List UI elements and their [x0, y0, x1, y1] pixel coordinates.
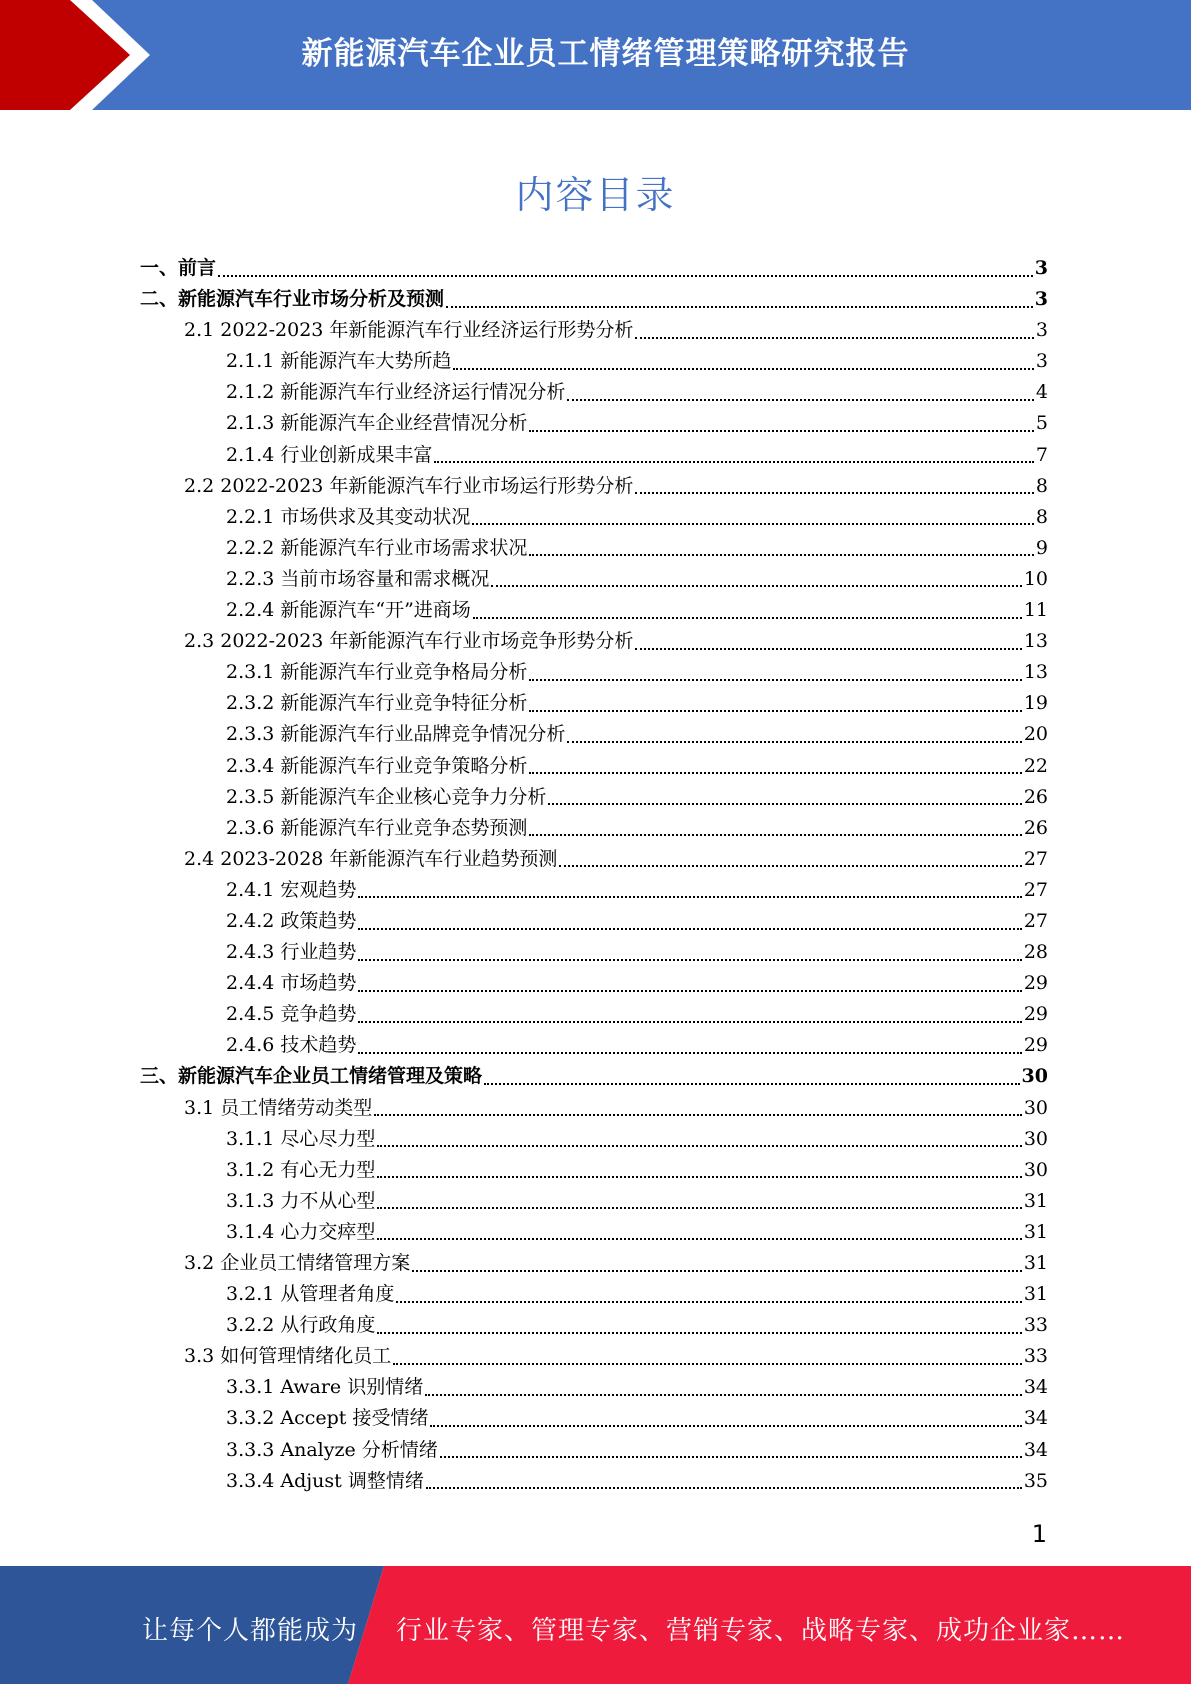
toc-entry[interactable] — [140, 1372, 1048, 1403]
toc-entry-page: 29 — [1023, 972, 1048, 995]
toc-dot-leader — [484, 1083, 1020, 1085]
toc-entry-page: 31 — [1023, 1189, 1048, 1212]
toc-entry[interactable] — [140, 1403, 1048, 1434]
toc-entry-page: 30 — [1023, 1096, 1048, 1119]
toc-dot-leader — [472, 523, 1034, 525]
toc-entry-page: 4 — [1035, 381, 1048, 404]
toc-entry-label: 2.2.3 当前市场容量和需求概况 — [226, 567, 490, 590]
toc-dot-leader — [396, 1301, 1021, 1303]
toc-entry-label: 2.4.3 行业趋势 — [226, 941, 357, 964]
toc-entry[interactable] — [140, 253, 1048, 284]
table-of-contents — [140, 253, 1048, 1497]
footer-slogan-left: 让每个人都能成为 — [142, 1616, 359, 1646]
toc-dot-leader — [635, 648, 1021, 650]
toc-entry[interactable] — [140, 1124, 1048, 1155]
toc-dot-leader — [567, 741, 1021, 743]
toc-entry-label: 2.2 2022-2023 年新能源汽车行业市场运行形势分析 — [184, 474, 634, 497]
toc-entry-label: 2.2.4 新能源汽车“开”进商场 — [226, 599, 471, 622]
toc-entry-page: 31 — [1023, 1220, 1048, 1243]
toc-dot-leader — [446, 306, 1033, 308]
toc-entry-page: 27 — [1023, 909, 1048, 932]
toc-entry-page: 20 — [1023, 723, 1048, 746]
footer-band — [0, 1566, 1191, 1684]
toc-entry[interactable] — [140, 1341, 1048, 1372]
toc-dot-leader — [440, 1456, 1022, 1458]
toc-entry-page: 9 — [1035, 536, 1048, 559]
toc-dot-leader — [529, 772, 1021, 774]
toc-entry-label: 2.2.1 市场供求及其变动状况 — [226, 505, 471, 528]
toc-dot-leader — [559, 865, 1021, 867]
toc-entry-page: 19 — [1023, 692, 1048, 715]
toc-entry[interactable] — [140, 346, 1048, 377]
toc-dot-leader — [377, 1207, 1021, 1209]
toc-entry-label: 二、新能源汽车行业市场分析及预测 — [140, 288, 445, 311]
toc-entry-label: 2.1.2 新能源汽车行业经济运行情况分析 — [226, 381, 566, 404]
toc-entry-page: 29 — [1023, 1003, 1048, 1026]
toc-entry[interactable] — [140, 999, 1048, 1030]
toc-entry[interactable] — [140, 657, 1048, 688]
toc-entry-page: 35 — [1023, 1469, 1048, 1492]
toc-entry[interactable] — [140, 315, 1048, 346]
toc-entry[interactable] — [140, 440, 1048, 471]
report-title: 新能源汽车企业员工情绪管理策略研究报告 — [301, 36, 910, 72]
toc-entry-label: 3.3.1 Aware 识别情绪 — [226, 1376, 424, 1399]
toc-dot-leader — [426, 1487, 1022, 1489]
toc-entry-label: 2.1 2022-2023 年新能源汽车行业经济运行形势分析 — [184, 319, 634, 342]
toc-dot-leader — [377, 1176, 1021, 1178]
toc-entry-page: 33 — [1023, 1345, 1048, 1368]
toc-entry-page: 30 — [1023, 1158, 1048, 1181]
toc-entry[interactable] — [140, 719, 1048, 750]
toc-entry-page: 26 — [1023, 816, 1048, 839]
toc-entry-label: 2.3 2022-2023 年新能源汽车行业市场竞争形势分析 — [184, 630, 634, 653]
toc-dot-leader — [529, 554, 1034, 556]
toc-entry[interactable] — [140, 595, 1048, 626]
toc-entry-page: 7 — [1035, 443, 1048, 466]
toc-entry[interactable] — [140, 906, 1048, 937]
toc-entry-label: 3.1.2 有心无力型 — [226, 1158, 376, 1181]
toc-entry-label: 2.4 2023-2028 年新能源汽车行业趋势预测 — [184, 847, 558, 870]
toc-heading: 内容目录 — [515, 173, 676, 217]
toc-entry[interactable] — [140, 1217, 1048, 1248]
toc-entry-page: 11 — [1023, 599, 1048, 622]
toc-dot-leader — [529, 710, 1021, 712]
toc-entry[interactable] — [140, 1466, 1048, 1497]
toc-entry-label: 3.1.4 心力交瘁型 — [226, 1220, 376, 1243]
toc-dot-leader — [377, 1145, 1021, 1147]
toc-entry[interactable] — [140, 751, 1048, 782]
toc-entry-page: 5 — [1035, 412, 1048, 435]
toc-entry[interactable] — [140, 968, 1048, 999]
toc-entry-page: 22 — [1023, 754, 1048, 777]
toc-dot-leader — [377, 1332, 1021, 1334]
toc-entry-label: 2.3.5 新能源汽车企业核心竞争力分析 — [226, 785, 547, 808]
toc-entry-page: 31 — [1023, 1283, 1048, 1306]
page-number: 1 — [1031, 1520, 1047, 1548]
toc-entry-label: 2.4.2 政策趋势 — [226, 909, 357, 932]
toc-entry-page: 8 — [1035, 505, 1048, 528]
toc-entry[interactable] — [140, 1030, 1048, 1061]
toc-entry-page: 31 — [1023, 1252, 1048, 1274]
toc-entry[interactable] — [140, 1279, 1048, 1310]
toc-entry[interactable] — [140, 844, 1048, 875]
toc-entry-page: 28 — [1023, 941, 1048, 964]
toc-entry-page: 3 — [1034, 288, 1048, 311]
toc-entry-label: 3.3.2 Accept 接受情绪 — [226, 1407, 429, 1430]
toc-entry-label: 2.3.1 新能源汽车行业竞争格局分析 — [226, 661, 528, 684]
toc-entry-label: 2.3.2 新能源汽车行业竞争特征分析 — [226, 692, 528, 715]
toc-entry-page: 27 — [1023, 878, 1048, 901]
header-band — [0, 0, 1191, 110]
toc-entry[interactable] — [140, 502, 1048, 533]
toc-entry-page: 34 — [1023, 1438, 1048, 1461]
toc-entry-page: 30 — [1021, 1065, 1048, 1088]
toc-entry-page: 10 — [1023, 567, 1048, 590]
toc-entry-page: 13 — [1023, 661, 1048, 684]
toc-entry-page: 29 — [1023, 1034, 1048, 1057]
toc-entry-label: 3.1.3 力不从心型 — [226, 1189, 376, 1212]
toc-entry-label: 3.3.3 Analyze 分析情绪 — [226, 1438, 438, 1461]
toc-entry[interactable] — [140, 1435, 1048, 1466]
toc-entry-label: 2.3.3 新能源汽车行业品牌竞争情况分析 — [226, 723, 566, 746]
toc-entry-label: 三、新能源汽车企业员工情绪管理及策略 — [140, 1065, 483, 1088]
toc-entry[interactable] — [140, 1061, 1048, 1092]
toc-entry-page: 34 — [1023, 1407, 1048, 1430]
toc-dot-leader — [548, 803, 1021, 805]
toc-dot-leader — [374, 1114, 1022, 1116]
toc-entry-label: 2.4.6 技术趋势 — [226, 1034, 357, 1057]
toc-entry[interactable] — [140, 1093, 1048, 1124]
toc-dot-leader — [635, 337, 1033, 339]
toc-entry-label: 一、前言 — [140, 257, 217, 279]
toc-entry[interactable] — [140, 284, 1048, 315]
toc-entry-label: 3.1 员工情绪劳动类型 — [184, 1096, 373, 1119]
toc-entry[interactable] — [140, 688, 1048, 719]
toc-dot-leader — [358, 928, 1021, 930]
toc-entry[interactable] — [140, 471, 1048, 502]
toc-dot-leader — [635, 492, 1033, 494]
toc-entry-label: 3.3 如何管理情绪化员工 — [184, 1345, 392, 1368]
toc-entry-label: 3.2.1 从管理者角度 — [226, 1283, 395, 1306]
toc-entry[interactable] — [140, 1186, 1048, 1217]
toc-entry-label: 3.2 企业员工情绪管理方案 — [184, 1252, 411, 1274]
toc-entry-page: 33 — [1023, 1314, 1048, 1337]
toc-dot-leader — [473, 617, 1022, 619]
toc-entry-page: 30 — [1023, 1127, 1048, 1150]
toc-entry[interactable] — [140, 533, 1048, 564]
toc-entry-label: 2.3.6 新能源汽车行业竞争态势预测 — [226, 816, 528, 839]
toc-entry-page: 26 — [1023, 785, 1048, 808]
toc-entry[interactable] — [140, 626, 1048, 657]
toc-dot-leader — [393, 1363, 1022, 1365]
toc-entry-label: 2.1.3 新能源汽车企业经营情况分析 — [226, 412, 528, 435]
toc-entry-label: 2.4.4 市场趋势 — [226, 972, 357, 995]
toc-entry[interactable] — [140, 813, 1048, 844]
toc-entry-page: 3 — [1035, 350, 1048, 373]
toc-dot-leader — [358, 896, 1021, 898]
toc-entry-label: 3.2.2 从行政角度 — [226, 1314, 376, 1337]
toc-entry-page: 3 — [1035, 319, 1048, 342]
toc-entry-label: 2.1.1 新能源汽车大势所趋 — [226, 350, 452, 373]
toc-dot-leader — [218, 275, 1033, 277]
toc-dot-leader — [358, 1052, 1021, 1054]
toc-entry[interactable] — [140, 1310, 1048, 1341]
toc-dot-leader — [529, 679, 1021, 681]
toc-dot-leader — [529, 834, 1021, 836]
toc-entry-label: 2.3.4 新能源汽车行业竞争策略分析 — [226, 754, 528, 777]
toc-dot-leader — [377, 1238, 1021, 1240]
toc-entry-page: 27 — [1023, 847, 1048, 870]
toc-entry[interactable] — [140, 875, 1048, 906]
toc-entry[interactable] — [140, 377, 1048, 408]
toc-entry-page: 34 — [1023, 1376, 1048, 1399]
toc-dot-leader — [567, 399, 1034, 401]
toc-entry[interactable] — [140, 782, 1048, 813]
toc-entry[interactable] — [140, 1155, 1048, 1186]
toc-entry[interactable] — [140, 564, 1048, 595]
toc-entry-label: 2.1.4 行业创新成果丰富 — [226, 443, 433, 466]
toc-entry[interactable] — [140, 408, 1048, 439]
toc-dot-leader — [358, 990, 1021, 992]
toc-entry-page: 3 — [1034, 257, 1048, 279]
footer-slogan-right: 行业专家、管理专家、营销专家、战略专家、成功企业家…… — [396, 1616, 1126, 1646]
toc-entry-page: 8 — [1035, 474, 1048, 497]
toc-entry-label: 3.1.1 尽心尽力型 — [226, 1127, 376, 1150]
toc-dot-leader — [529, 430, 1034, 432]
toc-dot-leader — [425, 1394, 1022, 1396]
toc-dot-leader — [491, 585, 1021, 587]
toc-entry-label: 2.2.2 新能源汽车行业市场需求状况 — [226, 536, 528, 559]
toc-entry-page: 13 — [1023, 630, 1048, 653]
toc-dot-leader — [430, 1425, 1021, 1427]
toc-entry-label: 2.4.5 竞争趋势 — [226, 1003, 357, 1026]
toc-dot-leader — [412, 1270, 1022, 1272]
toc-entry-label: 2.4.1 宏观趋势 — [226, 878, 357, 901]
toc-dot-leader — [358, 959, 1021, 961]
toc-entry-label: 3.3.4 Adjust 调整情绪 — [226, 1469, 424, 1492]
toc-entry[interactable] — [140, 937, 1048, 968]
toc-dot-leader — [453, 368, 1034, 370]
toc-dot-leader — [434, 461, 1034, 463]
toc-entry[interactable] — [140, 1248, 1048, 1279]
toc-dot-leader — [358, 1021, 1021, 1023]
